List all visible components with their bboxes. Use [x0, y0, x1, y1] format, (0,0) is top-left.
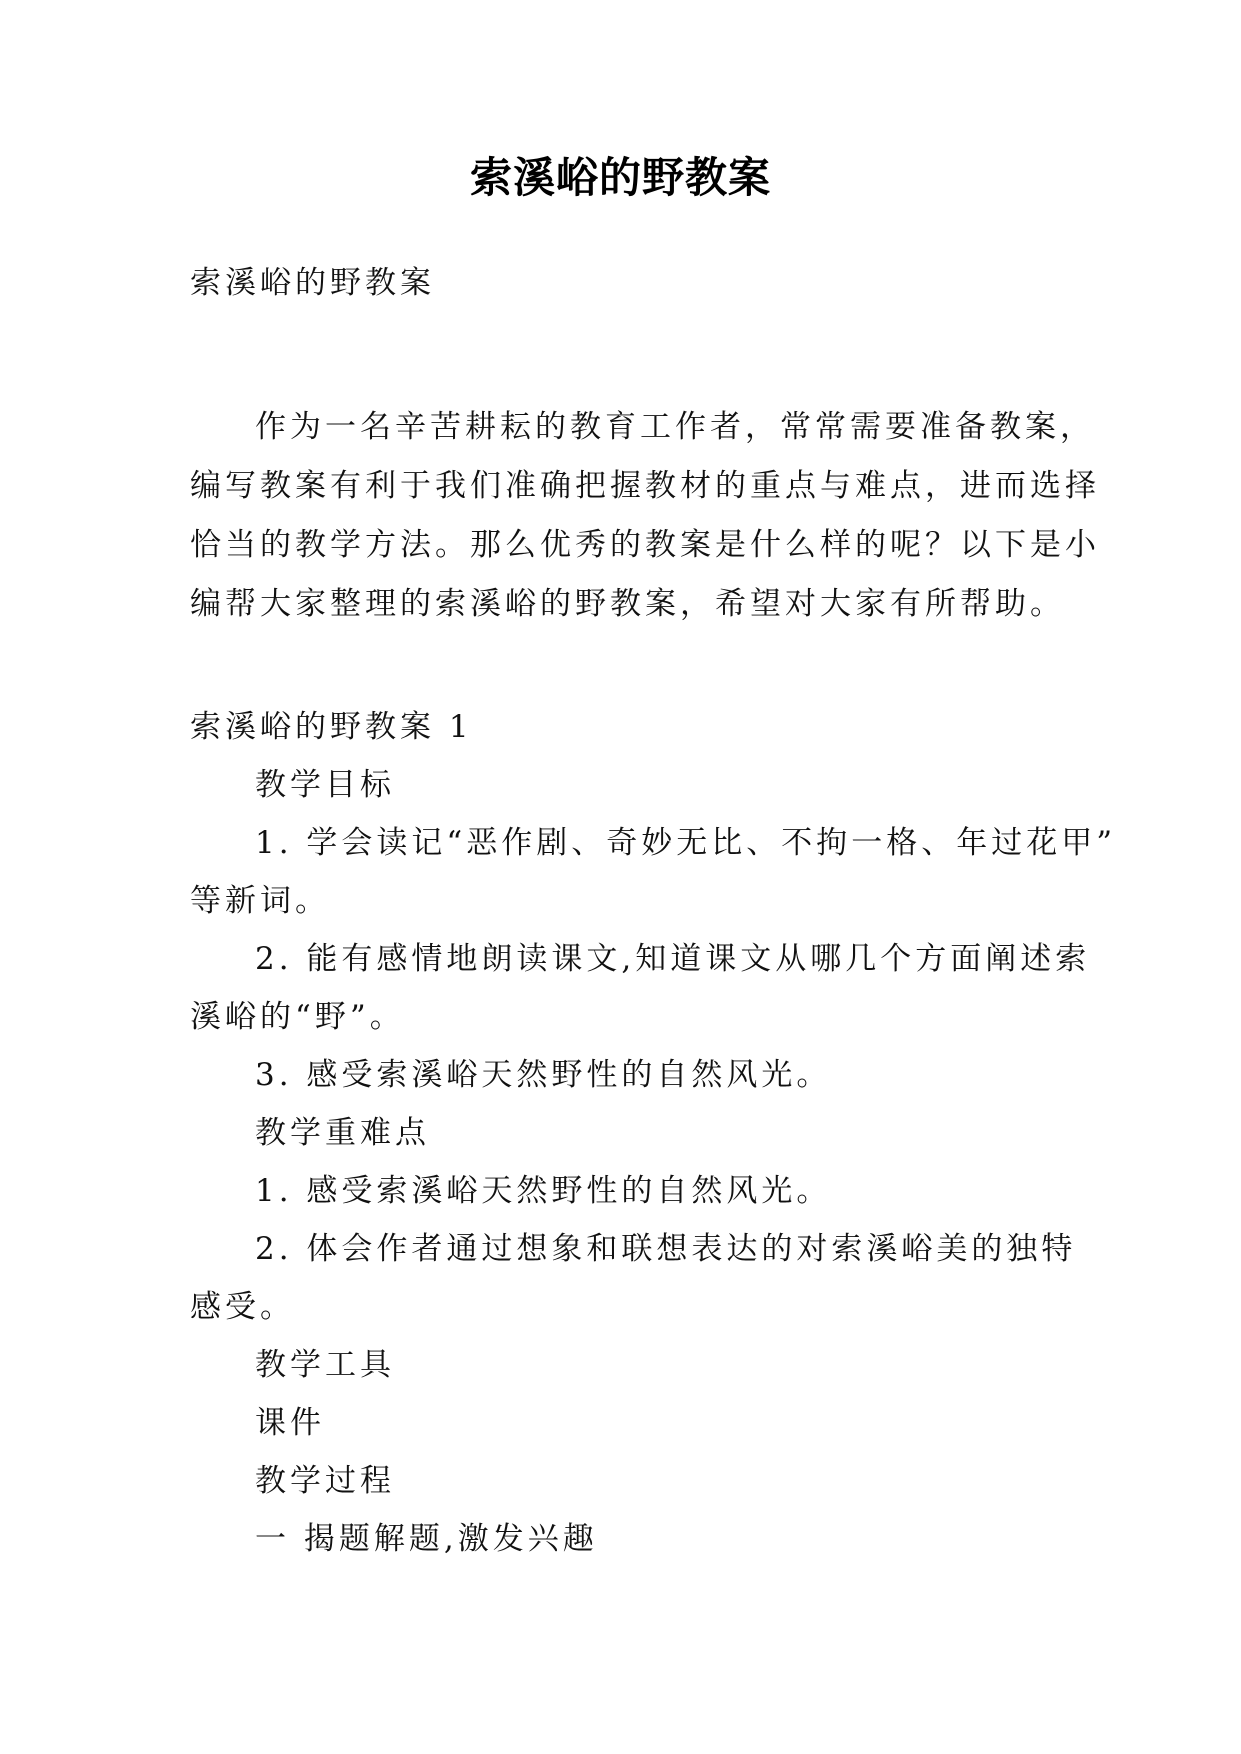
intro-line-3: 恰当的教学方法。那么优秀的教案是什么样的呢？以下是小 [190, 527, 1100, 563]
document-subtitle: 索溪峪的野教案 [190, 265, 435, 301]
process-heading: 教学过程 [255, 1463, 395, 1499]
goal-2-line-1: 2. 能有感情地朗读课文,知道课文从哪几个方面阐述索 [255, 941, 1091, 977]
process-step-1: 一 揭题解题,激发兴趣 [255, 1521, 598, 1557]
key-points-heading: 教学重难点 [255, 1115, 430, 1151]
intro-line-4: 编帮大家整理的索溪峪的野教案，希望对大家有所帮助。 [190, 586, 1065, 622]
intro-line-1: 作为一名辛苦耕耘的教育工作者，常常需要准备教案， [255, 409, 1095, 445]
section-title: 索溪峪的野教案 1 [190, 709, 473, 745]
document-title: 索溪峪的野教案 [469, 153, 771, 202]
goals-heading: 教学目标 [255, 767, 395, 803]
tools-value: 课件 [255, 1405, 325, 1441]
tools-heading: 教学工具 [255, 1347, 395, 1383]
goal-3: 3. 感受索溪峪天然野性的自然风光。 [255, 1057, 832, 1093]
goal-2-line-2: 溪峪的“野”。 [190, 999, 405, 1035]
goal-1-line-2: 等新词。 [190, 883, 330, 919]
key-point-1: 1. 感受索溪峪天然野性的自然风光。 [255, 1173, 832, 1209]
goal-1-line-1: 1. 学会读记“恶作剧、奇妙无比、不拘一格、年过花甲” [255, 825, 1117, 861]
intro-line-2: 编写教案有利于我们准确把握教材的重点与难点，进而选择 [190, 468, 1100, 504]
key-point-2-line-1: 2. 体会作者通过想象和联想表达的对索溪峪美的独特 [255, 1231, 1077, 1267]
key-point-2-line-2: 感受。 [190, 1289, 295, 1325]
